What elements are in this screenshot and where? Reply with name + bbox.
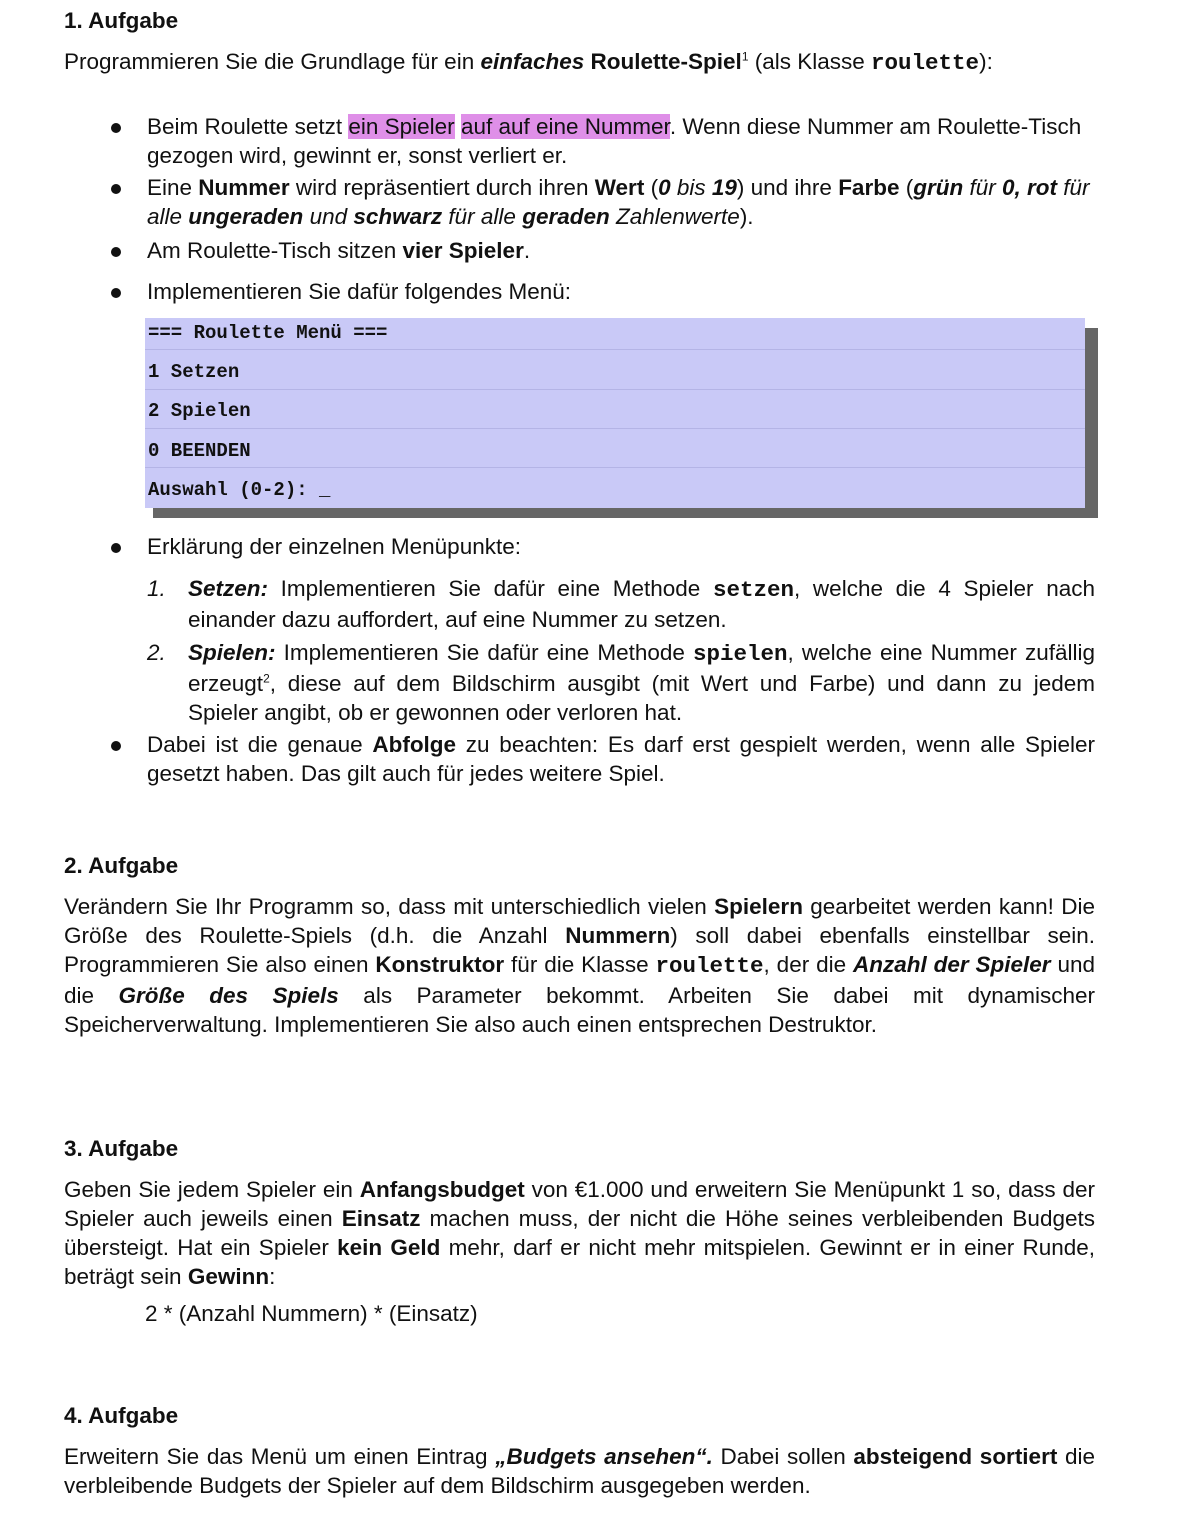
text-bold-italic: grün bbox=[913, 175, 964, 200]
menu-item-spielen: 2 Spielen bbox=[148, 400, 251, 422]
text bbox=[455, 114, 461, 139]
aufgabe-2-paragraph bbox=[64, 892, 1095, 1039]
text: Implementieren Sie dafür eine Methode bbox=[268, 576, 713, 601]
code-class-name: roulette bbox=[655, 953, 764, 979]
aufgabe-2-heading: 2. Aufgabe bbox=[64, 853, 179, 878]
menu-separator bbox=[145, 349, 1085, 350]
text-italic: für alle bbox=[442, 204, 523, 229]
numbered-item-1-text bbox=[188, 574, 1095, 634]
text: Erweitern Sie das Menü um einen Eintrag bbox=[64, 1444, 496, 1469]
text-bold: Abfolge bbox=[372, 732, 457, 757]
text-bold-italic: 19 bbox=[711, 175, 737, 200]
text: ). bbox=[739, 204, 754, 229]
aufgabe-3-paragraph bbox=[64, 1175, 1095, 1291]
text: mehr, darf er nicht mehr mitspielen. Gewinnt er in einer Runde, beträgt sein bbox=[64, 1235, 1095, 1289]
text-bold: Nummer bbox=[198, 175, 290, 200]
numbered-item-1-number: 1. bbox=[147, 576, 166, 601]
text: zu beachten: Es darf erst gespielt werden, wenn alle Spieler gesetzt haben. Das gilt auch für jedes weitere Spiel. bbox=[147, 732, 1095, 786]
footnote-marker: 2 bbox=[263, 671, 270, 686]
bullet-icon bbox=[111, 123, 121, 133]
text: und die bbox=[64, 952, 1095, 1008]
text-emphasis: einfaches bbox=[480, 49, 585, 74]
text: Geben Sie jedem Spieler ein bbox=[64, 1177, 360, 1202]
text: . bbox=[523, 238, 531, 263]
bullet-3-text bbox=[147, 236, 1095, 265]
text: , welche eine Nummer zufällig erzeugt bbox=[188, 640, 1096, 696]
text: Verändern Sie Ihr Programm so, dass mit unterschiedlich vielen bbox=[64, 894, 715, 919]
text-bold-italic: „Budgets ansehen“. bbox=[495, 1444, 713, 1469]
bullet-4-text: Implementieren Sie dafür folgendes Menü: bbox=[147, 279, 571, 304]
text: Am Roulette-Tisch sitzen bbox=[147, 238, 403, 263]
text: Beim Roulette setzt bbox=[147, 114, 349, 139]
code-method-name: spielen bbox=[693, 641, 788, 667]
numbered-item-2-text bbox=[188, 638, 1095, 727]
text-bold: Einsatz bbox=[341, 1206, 421, 1231]
text-bold: Nummern bbox=[565, 923, 671, 948]
text-bold: kein Geld bbox=[337, 1235, 441, 1260]
text: Eine bbox=[147, 175, 199, 200]
text: Dabei sollen bbox=[712, 1444, 854, 1469]
text-italic: Zahlenwerte bbox=[609, 204, 740, 229]
text-italic: für bbox=[963, 175, 1002, 200]
text: Implementieren Sie dafür eine Methode bbox=[275, 640, 694, 665]
text: ) soll dabei ebenfalls einstellbar sein. Programmieren Sie also einen bbox=[64, 923, 1095, 977]
text: wird repräsentiert durch ihren bbox=[289, 175, 595, 200]
text-bold-italic: 0, rot bbox=[1001, 175, 1057, 200]
text: ( bbox=[899, 175, 914, 200]
text-italic: für alle bbox=[147, 175, 1090, 229]
bullet-icon bbox=[111, 247, 121, 257]
menu-separator bbox=[145, 467, 1085, 468]
aufgabe-4-paragraph bbox=[64, 1442, 1095, 1500]
text: für die Klasse bbox=[504, 952, 656, 977]
text-bold-italic: Setzen: bbox=[188, 576, 269, 601]
text-bold: Gewinn bbox=[187, 1264, 270, 1289]
highlighted-text: ein Spieler bbox=[348, 114, 455, 139]
aufgabe-1-intro bbox=[64, 47, 1095, 78]
text-bold: Spielern bbox=[714, 894, 803, 919]
aufgabe-1-heading: 1. Aufgabe bbox=[64, 8, 179, 33]
text-bold-italic: Größe des Spiels bbox=[118, 983, 339, 1008]
bullet-icon bbox=[111, 741, 121, 751]
text-bold-italic: 0 bbox=[658, 175, 671, 200]
text: als Parameter bekommt. Arbeiten Sie dabei mit dynamischer Speicherverwaltung. Implementieren Sie also auch einen entsprechen Destruktor. bbox=[64, 983, 1095, 1037]
text-bold: Roulette-Spiel bbox=[590, 49, 742, 74]
text-italic: bis bbox=[670, 175, 712, 200]
text: von €1.000 und erweitern Sie Menüpunkt 1 so, dass der Spieler auch jeweils einen bbox=[64, 1177, 1095, 1231]
text-bold: Farbe bbox=[838, 175, 900, 200]
menu-item-setzen: 1 Setzen bbox=[148, 361, 240, 383]
highlighted-text: auf auf eine Nummer bbox=[460, 114, 670, 139]
text-bold: Wert bbox=[594, 175, 645, 200]
text: . Wenn diese Nummer am Roulette-Tisch gezogen wird, gewinnt er, sonst verliert er. bbox=[147, 114, 1082, 168]
bullet-icon bbox=[111, 288, 121, 298]
text-bold-italic: ungeraden bbox=[188, 204, 304, 229]
menu-separator bbox=[145, 428, 1085, 429]
text: Programmieren Sie die Grundlage für ein bbox=[64, 49, 481, 74]
bullet-5-text: Erklärung der einzelnen Menüpunkte: bbox=[147, 534, 521, 559]
menu-separator bbox=[145, 389, 1085, 390]
text-italic: und bbox=[303, 204, 354, 229]
text: gearbeitet werden kann! Die Größe des Roulette-Spiels (d.h. die Anzahl bbox=[64, 894, 1095, 948]
text-bold-italic: schwarz bbox=[353, 204, 443, 229]
text-bold-italic: Anzahl der Spieler bbox=[853, 952, 1051, 977]
code-method-name: setzen bbox=[713, 577, 795, 603]
text-bold: absteigend sortiert bbox=[853, 1444, 1058, 1469]
text-bold: Anfangsbudget bbox=[359, 1177, 525, 1202]
text: , diese auf dem Bildschirm ausgibt (mit Wert und Farbe) und dann zu jedem Spieler angibt, ob er gewonnen oder verloren hat. bbox=[188, 671, 1095, 725]
bullet-icon bbox=[111, 184, 121, 194]
numbered-item-2-number: 2. bbox=[147, 640, 166, 665]
bullet-2-text bbox=[147, 173, 1095, 231]
text: ): bbox=[979, 49, 993, 74]
text-bold: vier Spieler bbox=[402, 238, 524, 263]
menu-title: === Roulette Menü === bbox=[148, 322, 388, 344]
text: ( bbox=[644, 175, 659, 200]
text-bold-italic: geraden bbox=[522, 204, 610, 229]
text: die verbleibende Budgets der Spieler auf dem Bildschirm ausgegeben werden. bbox=[64, 1444, 1095, 1498]
aufgabe-4-heading: 4. Aufgabe bbox=[64, 1403, 179, 1428]
text: machen muss, der nicht die Höhe seines verbleibenden Budgets übersteigt. Hat ein Spieler bbox=[64, 1206, 1095, 1260]
bullet-6-text bbox=[147, 730, 1095, 788]
text-bold-italic: Spielen: bbox=[188, 640, 276, 665]
text: : bbox=[269, 1264, 276, 1289]
text: Dabei ist die genaue bbox=[147, 732, 373, 757]
menu-item-beenden: 0 BEENDEN bbox=[148, 440, 251, 462]
text: (als Klasse bbox=[748, 49, 872, 74]
text: , der die bbox=[763, 952, 853, 977]
text-bold: Konstruktor bbox=[375, 952, 505, 977]
bullet-icon bbox=[111, 543, 121, 553]
gewinn-formula: 2 * (Anzahl Nummern) * (Einsatz) bbox=[145, 1301, 478, 1326]
aufgabe-3-heading: 3. Aufgabe bbox=[64, 1136, 179, 1161]
code-class-name: roulette bbox=[871, 50, 980, 76]
menu-prompt: Auswahl (0-2): _ bbox=[148, 479, 331, 501]
footnote-marker: 1 bbox=[741, 49, 749, 64]
bullet-1-text bbox=[147, 112, 1095, 170]
text: ) und ihre bbox=[736, 175, 839, 200]
text: , welche die 4 Spieler nach einander dazu auffordert, auf eine Nummer zu setzen. bbox=[188, 576, 1096, 632]
